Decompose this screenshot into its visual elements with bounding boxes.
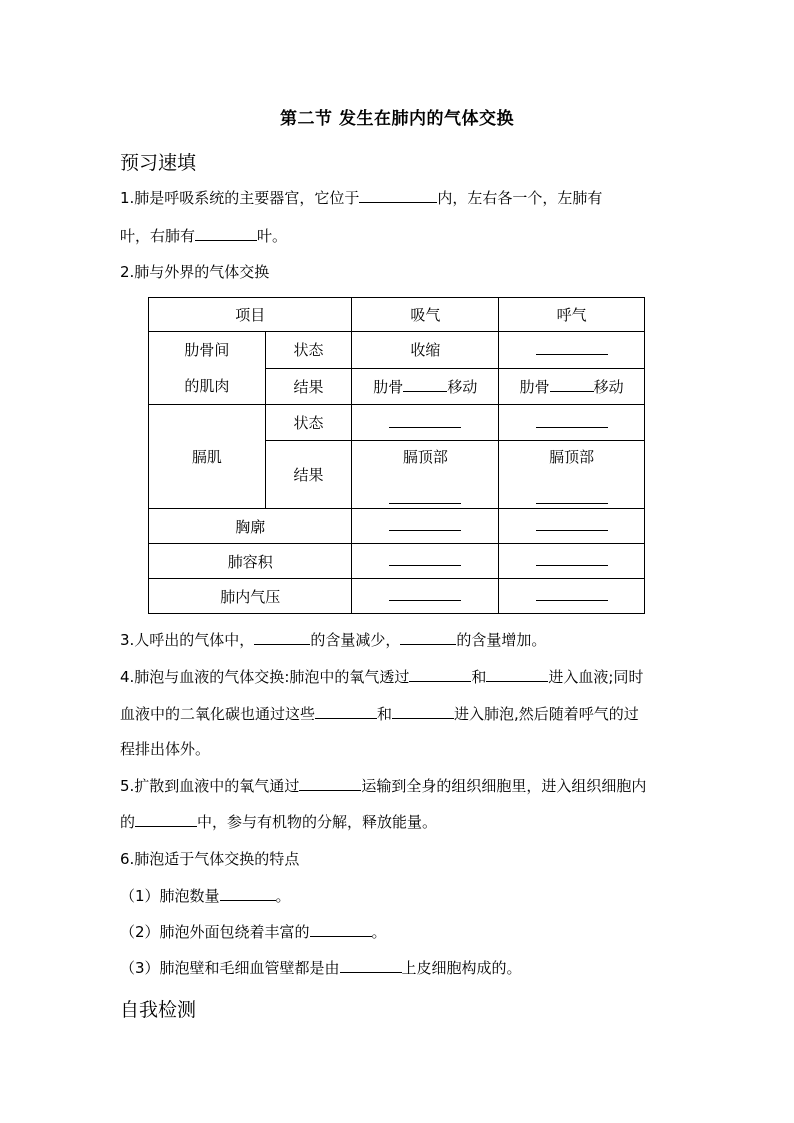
answer-blank[interactable]: [359, 188, 437, 203]
table-blank-cell: [352, 509, 499, 544]
rib-movement-cell: 肋骨 移动: [499, 368, 645, 405]
question-5-line-2: 的 中，参与有机物的分解，释放能量。: [120, 813, 438, 831]
answer-blank[interactable]: [135, 812, 197, 827]
row-label-chest: 胸廓: [149, 509, 352, 544]
table-header-item: 项目: [149, 298, 352, 332]
answer-blank[interactable]: [392, 704, 454, 719]
answer-blank[interactable]: [409, 667, 471, 682]
answer-blank[interactable]: [340, 958, 402, 973]
table-blank-cell: [499, 544, 645, 579]
answer-blank[interactable]: [254, 630, 310, 645]
dome-cell: 膈顶部: [499, 441, 645, 509]
row-label-state: 状态: [265, 332, 352, 369]
table-blank-cell: [352, 544, 499, 579]
rib-movement-cell: 肋骨 移动: [352, 368, 499, 405]
question-6-item-3: （3）肺泡壁和毛细血管壁都是由 上皮细胞构成的。: [120, 959, 522, 977]
answer-blank[interactable]: [389, 588, 461, 601]
question-2-label: 2.肺与外界的气体交换: [120, 263, 270, 281]
page-title: 第二节 发生在肺内的气体交换: [280, 109, 514, 129]
answer-blank[interactable]: [536, 588, 608, 601]
question-6-item-2: （2）肺泡外面包绕着丰富的 。: [120, 923, 387, 941]
dome-cell: 膈顶部: [352, 441, 499, 509]
table-blank-cell: [499, 579, 645, 614]
row-label-lung-volume: 肺容积: [149, 544, 352, 579]
intercostal-muscle-cell: 肋骨间 的肌肉: [149, 332, 266, 405]
question-1-line-2: 叶，右肺有 叶。: [120, 227, 288, 245]
answer-blank[interactable]: [486, 667, 548, 682]
answer-blank[interactable]: [400, 630, 456, 645]
answer-blank[interactable]: [310, 922, 372, 937]
answer-blank[interactable]: [403, 379, 447, 392]
answer-blank[interactable]: [389, 518, 461, 531]
question-6-item-1: （1）肺泡数量 。: [120, 887, 291, 905]
answer-blank[interactable]: [315, 704, 377, 719]
table-blank-cell: [499, 405, 645, 441]
question-4-line-3: 程排出体外。: [120, 740, 211, 758]
answer-blank[interactable]: [220, 886, 276, 901]
row-label-result: 结果: [265, 441, 352, 509]
answer-blank[interactable]: [550, 379, 594, 392]
table-blank-cell: [499, 509, 645, 544]
answer-blank[interactable]: [389, 415, 461, 428]
answer-blank[interactable]: [536, 342, 608, 355]
section-heading-self-check: 自我检测: [120, 999, 197, 1021]
question-4-line-1: 4.肺泡与血液的气体交换:肺泡中的氧气透过 和 进入血液;同时: [120, 668, 644, 686]
section-heading-preview: 预习速填: [120, 152, 197, 174]
table-blank-cell: [352, 405, 499, 441]
row-label-result: 结果: [265, 368, 352, 405]
question-1-line-1: 1.肺是呼吸系统的主要器官，它位于 内，左右各一个，左肺有: [120, 189, 603, 207]
answer-blank[interactable]: [536, 553, 608, 566]
question-5-line-1: 5.扩散到血液中的氧气通过 运输到全身的组织细胞里，进入组织细胞内: [120, 777, 647, 795]
row-label-lung-pressure: 肺内气压: [149, 579, 352, 614]
question-6-label: 6.肺泡适于气体交换的特点: [120, 850, 300, 868]
table-header-exhale: 呼气: [499, 298, 645, 332]
question-4-line-2: 血液中的二氧化碳也通过这些 和 进入肺泡,然后随着呼气的过: [120, 705, 639, 723]
answer-blank[interactable]: [299, 776, 361, 791]
row-label-state: 状态: [265, 405, 352, 441]
answer-blank[interactable]: [536, 415, 608, 428]
answer-blank[interactable]: [195, 226, 257, 241]
answer-blank[interactable]: [536, 518, 608, 531]
breathing-table: [148, 297, 645, 614]
table-blank-cell: [352, 579, 499, 614]
cell-value: 收缩: [352, 332, 499, 369]
diaphragm-cell: 膈肌: [149, 405, 266, 509]
table-header-inhale: 吸气: [352, 298, 499, 332]
answer-blank[interactable]: [389, 553, 461, 566]
answer-blank[interactable]: [389, 491, 461, 504]
question-3: 3.人呼出的气体中， 的含量减少， 的含量增加。: [120, 631, 547, 649]
answer-blank[interactable]: [536, 491, 608, 504]
table-blank-cell: [499, 332, 645, 369]
